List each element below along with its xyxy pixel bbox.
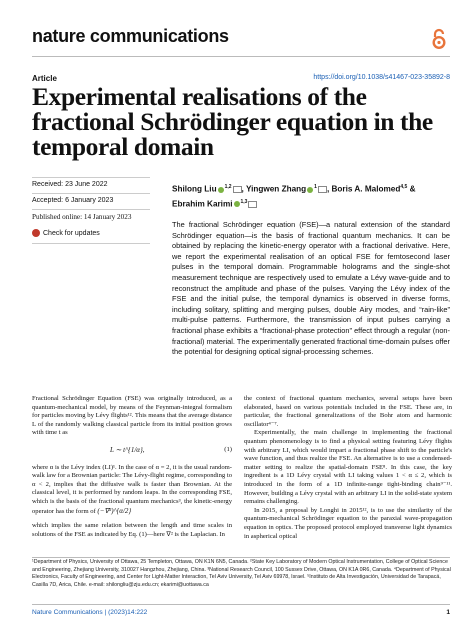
body-paragraph: Fractional Schrödinger Equation (FSE) was originally introduced, as a quantum-mechanical model, by means of the Feynman-integral formalism for particles moving by Lévy flights¹². This means that the average distance L of the randomly walking classical particle from its initial position grows with time t as bbox=[32, 395, 232, 437]
meta-divider bbox=[32, 193, 150, 194]
affiliation-marker: 4,5 bbox=[400, 184, 408, 190]
body-column-left bbox=[32, 395, 232, 539]
author-name[interactable]: Boris A. Malomed bbox=[331, 184, 401, 194]
meta-divider bbox=[32, 177, 150, 178]
author-separator: , bbox=[241, 184, 244, 194]
accepted-date: Accepted: 6 January 2023 bbox=[32, 197, 114, 204]
body-paragraph: where α is the Lévy index (LI)¹. In the case of α = 2, it is the usual random-walk law for a Brownian particle: The Lévy-flight regime, corresponding to α < 2, implies that the diffusive walk is faster than Brownian. At the classical level, it is performed by random leaps. In the corresponding FSE, which is the basis of the fractional quantum mechanics³, the kinetic-energy operator has the form of (−∇²)^{α/2} bbox=[32, 463, 233, 515]
author-list bbox=[172, 181, 452, 210]
affiliation-marker: 1 bbox=[314, 184, 317, 190]
body-paragraph: In 2015, a proposal by Longhi in 2015¹², is to use the similarity of the quantum-mechanical Schrödinger equation to the paraxial wave-propagation equation in optics. The proposed protocol employed transverse light dynamics in aspherical optical bbox=[244, 506, 452, 540]
email-icon[interactable] bbox=[248, 201, 257, 208]
affiliation-marker: 1,3 bbox=[240, 198, 248, 205]
check-updates-icon bbox=[32, 229, 40, 237]
equation: (−∇²)^{α/2} bbox=[97, 506, 132, 515]
check-updates-label: Check for updates bbox=[43, 229, 100, 237]
footer-citation[interactable]: Nature Communications | (2023)14:222 bbox=[32, 609, 148, 616]
footer-divider bbox=[32, 604, 450, 605]
email-icon[interactable] bbox=[233, 186, 242, 193]
body-column-right bbox=[244, 395, 452, 541]
equation-number: (1) bbox=[224, 445, 232, 453]
page-number: 1 bbox=[446, 609, 450, 616]
affiliation-marker: 1,2 bbox=[224, 184, 232, 190]
email-icon[interactable] bbox=[318, 184, 330, 194]
author-name[interactable]: Ebrahim Karimi bbox=[172, 199, 233, 209]
equation: L ∼ t^{1/α}, bbox=[110, 445, 145, 454]
abstract: The fractional Schrödinger equation (FSE)—a natural extension of the standard Schrödinger equation—is the basis of fractional quantum mechanics. It can be obtained by replacing the kinetic-energy operator with a fractional derivative. Here, we report the experimental realisation of an optical FSE for femtosecond laser pulses in the temporal domain. Programmable holograms and the single-shot measurement technique are respectively used to emulate a Lévy wave-guide and to reconstruct the amplitude and phase of the pulses. Varying the Lévy index of the FSE and the initial pulse, the temporal dynamics is observed in diverse forms, including solitary, splitting and merging pulses, double Airy modes, and “rain-like” multi-pulse patterns. Furthermore, the transmission of input pulses carrying a fractional phase exhibits a “fractional-phase protection” effect through a regular (non-fractional) material. The experimentally generated fractional time-domain pulses offer the potential for designing optical signal-processing schemes. bbox=[172, 220, 450, 357]
check-updates-button[interactable] bbox=[32, 229, 100, 237]
orcid-icon[interactable] bbox=[218, 187, 224, 193]
author-name[interactable]: Yingwen Zhang bbox=[245, 184, 307, 194]
open-access-icon[interactable] bbox=[431, 28, 447, 50]
footnote-divider bbox=[32, 557, 450, 558]
article-title: Experimental realisations of the fractional Schrödinger equation in the temporal domain bbox=[32, 82, 433, 161]
received-date: Received: 23 June 2022 bbox=[32, 181, 108, 188]
meta-divider bbox=[32, 209, 150, 210]
orcid-icon[interactable] bbox=[234, 201, 240, 207]
affiliations-footnote: ¹Department of Physics, University of Ottawa, 25 Templeton, Ottawa, ON K1N 6N5, Canada. ²State Key Laboratory of Modern Optical Instrumentation, College of Optical Science and Engineering, Zhejiang University, 310027 Hangzhou, Zhejiang, China. ³National Research Council, 100 Sussex Drive, Ottawa, ON K1A 0R6, Canada. ⁴Department of Physical Electronics, Faculty of Engineering, and Center for Light-Matter Interaction, Tel Aviv University, Tel Aviv 69978, Israel. ⁵Instituto de Alta Investigación, Universidad de Tarapacá, Casilla 7D, Arica, Chile. e-mail: shilongliu@zju.edu.cn; ekarimi@uottawa.ca bbox=[32, 559, 451, 588]
orcid-icon[interactable] bbox=[307, 187, 313, 193]
article-type: Article bbox=[32, 74, 57, 83]
journal-name: nature communications bbox=[32, 26, 229, 46]
published-date: Published online: 14 January 2023 bbox=[32, 213, 132, 221]
meta-divider bbox=[32, 243, 150, 244]
body-paragraph: Experimentally, the main challenge in implementing the fractional quantum phenomenology is to find a physical setting featuring Lévy flights with arbitrary LI, which would impart a fractional phase shift to the particle's wave function, and thus realize the FSE. An alternative is to use a condensed-matter setting to realize the spatial-domain FSE⁸. In this case, the key ingredient is a 1D Lévy crystal with LI taking values 1 < α ≤ 2, which is introduced in the form of a 1D infinite-range tight-binding chain⁹⁻¹¹. However, building a Lévy crystal with an arbitrary LI in the solid-state system remains challenging. bbox=[244, 429, 452, 506]
doi-link[interactable]: https://doi.org/10.1038/s41467-023-35892-8 bbox=[313, 74, 450, 81]
author-name[interactable]: Shilong Liu bbox=[172, 184, 217, 194]
author-separator: , bbox=[326, 184, 330, 194]
header-divider bbox=[32, 56, 450, 57]
author-separator: & bbox=[409, 184, 416, 194]
body-paragraph: which implies the same relation between the length and time scales in solutions of the FSE as indicated by Eq. (1)—here ∇² is the Laplacian. In bbox=[32, 522, 232, 538]
body-paragraph: the context of fractional quantum mechanics, several setups have been elaborated, based on various potentials included in the FSE. These are, in particular, the fractional generalizations of the Bohr atom and harmonic oscillator⁴⁻⁷. bbox=[244, 395, 452, 428]
equation-row bbox=[32, 446, 232, 455]
